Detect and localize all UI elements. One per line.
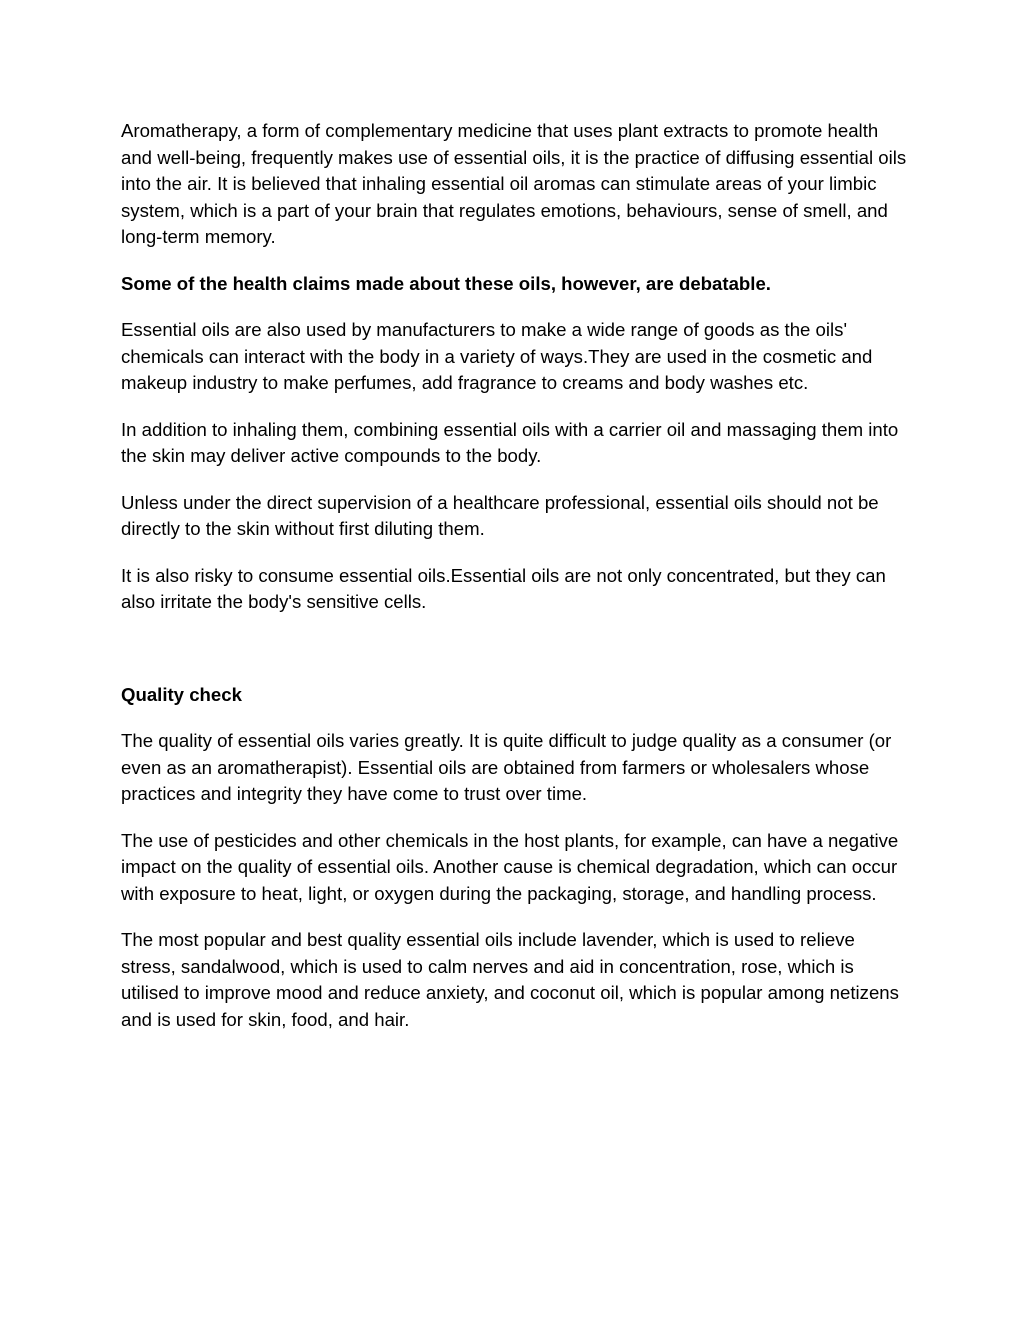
- paragraph-consume-risk: It is also risky to consume essential oils.Essential oils are not only concentrated, but they can also irritate the body's sensitive cells.: [121, 564, 886, 612]
- paragraph-popular-oils: The most popular and best quality essential oils include lavender, which is used to relieve stress, sandalwood, which is used to calm nerves and aid in concentration, rose, which is utilised to improve mood and reduce anxiety, and coconut oil, which is popular among netizens and is used for skin, food, and hair.: [121, 929, 899, 1030]
- paragraph-manufacturers: Essential oils are also used by manufacturers to make a wide range of goods as the oils' chemicals can interact with the body in a variety of ways.They are used in the cosmetic and makeup industry to make perfumes, add fragrance to creams and body washes etc.: [121, 319, 873, 393]
- paragraph-inhaling: In addition to inhaling them, combining essential oils with a carrier oil and massaging them into the skin may deliver active compounds to the body.: [121, 418, 899, 466]
- paragraph-quality-varies: The quality of essential oils varies greatly. It is quite difficult to judge quality as a consumer (or even as an aromatherapist). Essential oils are obtained from farmers or wholesalers whose practices and integrity they have come to trust over time.: [121, 730, 892, 804]
- paragraph-aromatherapy-intro: Aromatherapy, a form of complementary medicine that uses plant extracts to promote health and well-being, frequently makes use of essential oils, it is the practice of diffusing essential oils into the air. It is believed that inhaling essential oil aromas can stimulate areas of your limbic system, which is a part of your brain that regulates emotions, behaviours, sense of smell, and long-term memory.: [121, 120, 907, 247]
- paragraph-supervision: Unless under the direct supervision of a healthcare professional, essential oils should not be directly to the skin without first diluting them.: [121, 491, 879, 539]
- section-heading-quality-check: Quality check: [121, 683, 242, 705]
- paragraph-health-claims: Some of the health claims made about these oils, however, are debatable.: [121, 272, 771, 294]
- document-page: [121, 118, 911, 1053]
- paragraph-pesticides: The use of pesticides and other chemicals in the host plants, for example, can have a negative impact on the quality of essential oils. Another cause is chemical degradation, which can occur with exposure to heat, light, or oxygen during the packaging, storage, and handling process.: [121, 829, 899, 904]
